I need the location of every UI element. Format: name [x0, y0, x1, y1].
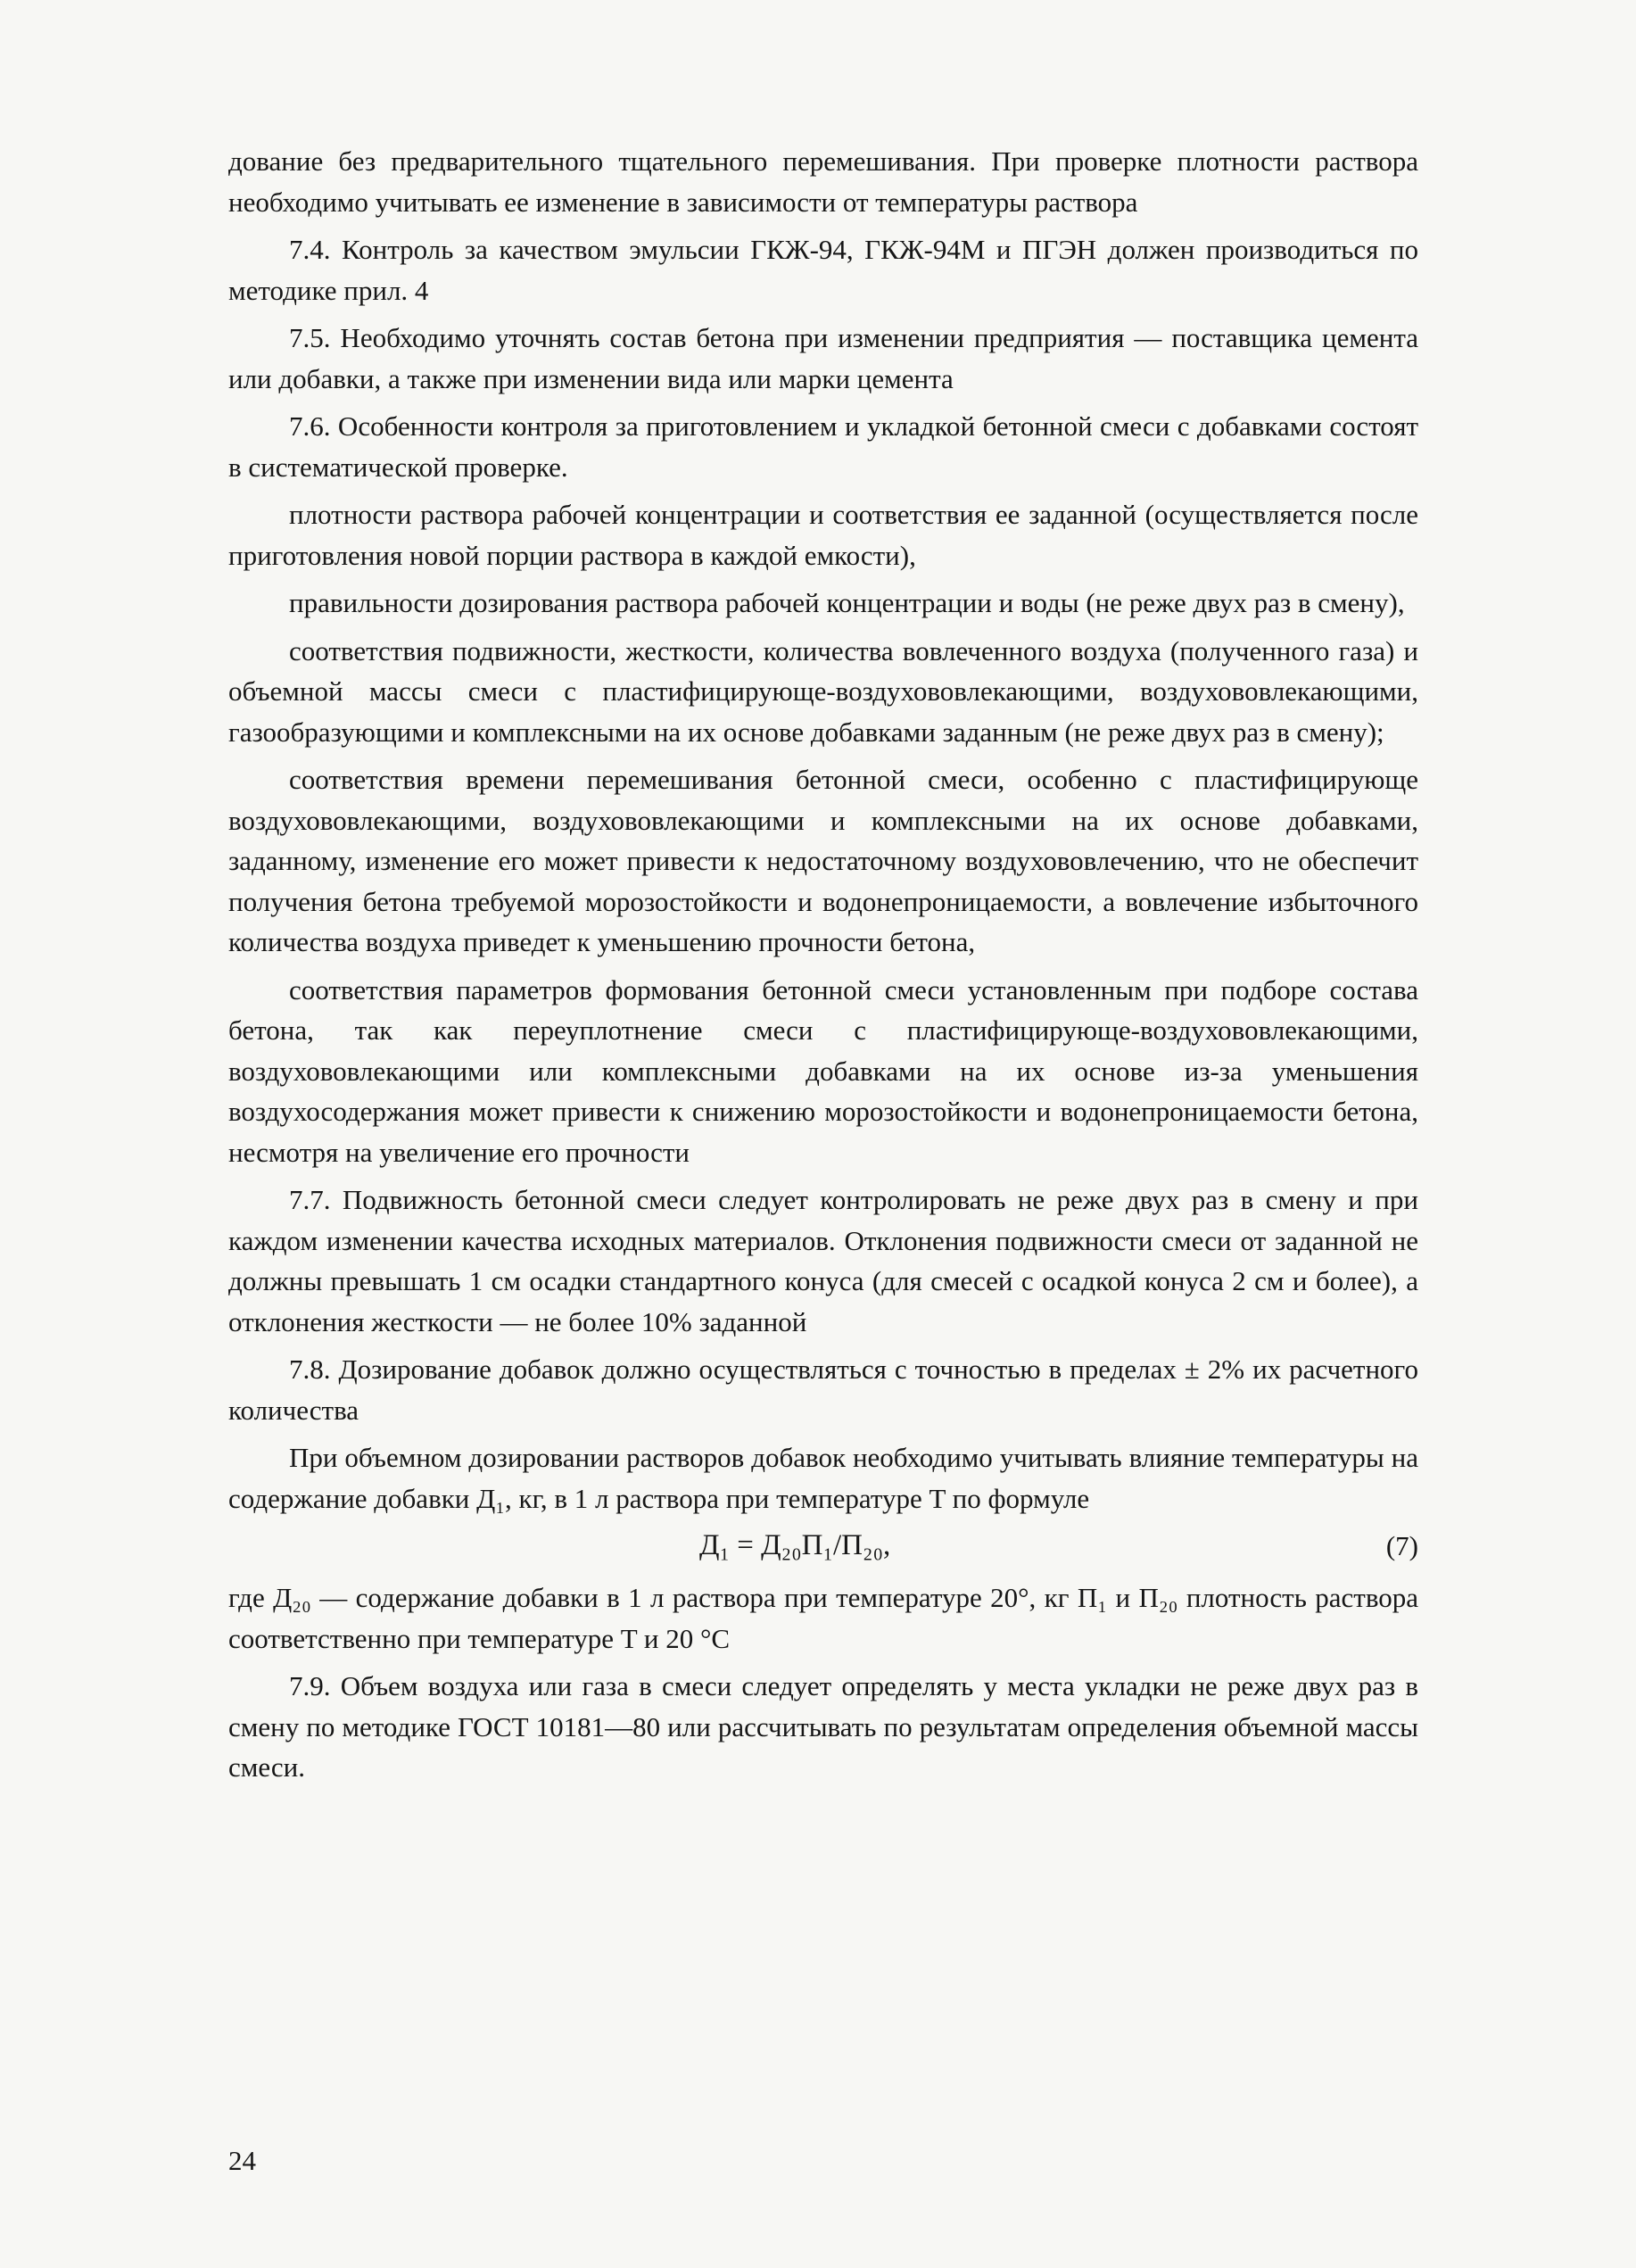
page-number: 24	[228, 2145, 256, 2176]
paragraph-7-5: 7.5. Необходимо уточнять состав бетона при изменении предприятия — поставщика цемента или добавки, а также при изменении вида или марки цемента	[228, 322, 1418, 394]
formula-expression: Д₁ = Д₂₀П₁/П₂₀,	[699, 1529, 891, 1561]
list-item-mobility: соответствия подвижности, жесткости, количества вовлеченного воздуха (полученного газа) и объемной массы смеси с пластифицирующе-воздухововлекающими, воздухововлекающими, газообразующими и комплексными на их основе добавками заданным (не реже двух раз в смену);	[228, 634, 1418, 748]
list-item-dosing: правильности дозирования раствора рабочей концентрации и воды (не реже двух раз в смену),	[289, 587, 1405, 618]
list-item-mixing-time: соответствия времени перемешивания бетонной смеси, особенно с пластифицирующе воздухововлекающими, воздухововлекающими и комплексными на их основе добавками, заданному, изменение его может привести к недостаточному воздухововлечению, что не обеспечит получения бетона требуемой морозостойкости и водонепроницаемости, а вовлечение избыточного количества воздуха приведет к уменьшению прочности бетона,	[228, 764, 1418, 957]
paragraph-7-7: 7.7. Подвижность бетонной смеси следует контролировать не реже двух раз в смену и при каждом изменении качества исходных материалов. Отклонения подвижности смеси от заданной не должны превышать 1 см осадки стандартного конуса (для смесей с осадкой конуса 2 см и более), а отклонения жесткости — не более 10% заданной	[228, 1184, 1418, 1337]
paragraph-volume-dosing: При объемном дозировании растворов добавок необходимо учитывать влияние температуры на содержание добавки Д₁, кг, в 1 л раствора при температуре T по формуле	[228, 1442, 1418, 1514]
list-item-forming: соответствия параметров формования бетонной смеси установленным при подборе состава бетона, так как переуплотнение смеси с пластифицирующе-воздухововлекающими, воздухововлекающими или комплексными добавками на их основе из-за уменьшения воздухосодержания может привести к снижению морозостойкости и водонепроницаемости бетона, несмотря на увеличение его прочности	[228, 973, 1418, 1168]
body-text	[228, 141, 1418, 1795]
paragraph-7-8: 7.8. Дозирование добавок должно осуществляться с точностью в пределах ± 2% их расчетного количества	[228, 1353, 1418, 1426]
list-item-density: плотности раствора рабочей концентрации и соответствия ее заданной (осуществляется после приготовления новой порции раствора в каждой емкости),	[228, 499, 1418, 571]
paragraph-7-4: 7.4. Контроль за качеством эмульсии ГКЖ-94, ГКЖ-94М и ПГЭН должен производиться по методике прил. 4	[228, 234, 1418, 306]
formula-number: (7)	[1385, 1530, 1418, 1561]
formula-7	[228, 1526, 1418, 1572]
paragraph: дование без предварительного тщательного перемешивания. При проверке плотности раствора необходимо учитывать ее изменение в зависимости от температуры раствора	[228, 145, 1418, 218]
paragraph-7-9: 7.9. Объем воздуха или газа в смеси следует определять у места укладки не реже двух раз в смену по методике ГОСТ 10181—80 или рассчитывать по результатам определения объемной массы смеси.	[228, 1670, 1418, 1783]
formula-legend: где Д₂₀ — содержание добавки в 1 л раствора при температуре 20°, кг П₁ и П₂₀ плотность раствора соответственно при температуре T и 20 °С	[228, 1582, 1418, 1654]
paragraph-7-6: 7.6. Особенности контроля за приготовлением и укладкой бетонной смеси с добавками состоят в систематической проверке.	[228, 410, 1418, 483]
